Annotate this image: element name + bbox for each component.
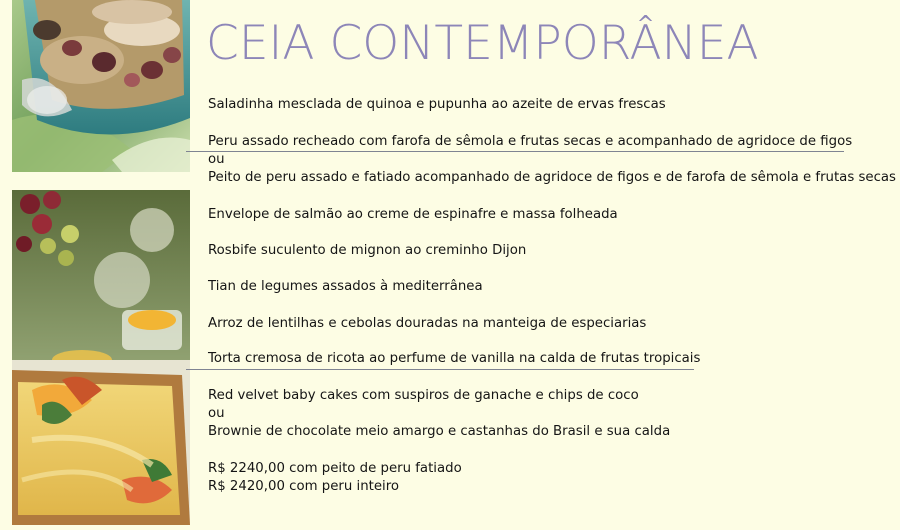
menu-item-red-velvet: Red velvet baby cakes com suspiros de ganache e chips de coco [208, 388, 639, 403]
dessert-illustration [12, 190, 190, 525]
menu-item-rice: Arroz de lentilhas e cebolas douradas na manteiga de especiarias [208, 316, 647, 331]
salad-photo [12, 0, 190, 172]
menu-item-salad: Saladinha mesclada de quinoa e pupunha ao azeite de ervas frescas [208, 97, 666, 112]
menu-or-label: ou [208, 152, 225, 167]
menu-item-turkey-breast: Peito de peru assado e fatiado acompanhado de agridoce de figos e de farofa de sêmola e frutas secas [208, 170, 896, 185]
menu-item-tian: Tian de legumes assados à mediterrânea [208, 279, 483, 294]
menu-item-roastbeef: Rosbife suculento de mignon ao creminho Dijon [208, 243, 527, 258]
price-whole: R$ 2420,00 com peru inteiro [208, 479, 400, 494]
menu-item-brownie: Brownie de chocolate meio amargo e castanhas do Brasil e sua calda [208, 424, 671, 439]
menu-item-turkey: Peru assado recheado com farofa de sêmola e frutas secas e acompanhado de agridoce de figos [208, 134, 853, 149]
page-title: CEIA CONTEMPORÂNEA [206, 16, 759, 71]
menu-item-ricotta-tart: Torta cremosa de ricota ao perfume de vanilla na calda de frutas tropicais [208, 351, 701, 366]
menu-or-label: ou [208, 406, 225, 421]
dessert-photo [12, 190, 190, 525]
price-breast: R$ 2240,00 com peito de peru fatiado [208, 461, 462, 476]
salad-illustration [12, 0, 190, 172]
divider [186, 369, 694, 370]
divider [186, 151, 844, 152]
menu-item-salmon: Envelope de salmão ao creme de espinafre e massa folheada [208, 207, 618, 222]
